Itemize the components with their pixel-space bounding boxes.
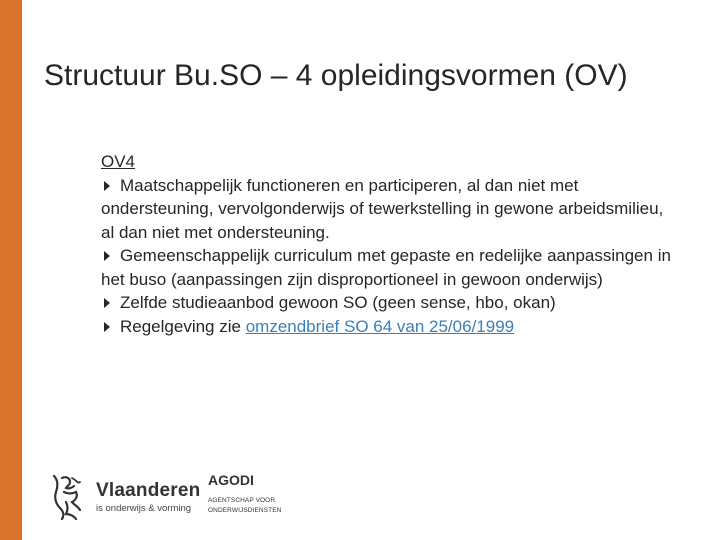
triangle-right-icon [104,251,110,261]
agodi-name: AGODI [208,472,254,488]
triangle-right-icon [104,181,110,191]
bullet-item [101,244,681,291]
triangle-right-icon [104,298,110,308]
bullet-text: Regelgeving zie [120,316,246,336]
bullet-text: Zelfde studieaanbod gewoon SO (geen sense, hbo, okan) [120,293,556,312]
footer-logos [48,464,308,524]
bullet-text: Maatschappelijk functioneren en participeren, al dan niet met ondersteuning, vervolgonderwijs of tewerkstelling in gewone arbeidsmilieu, al dan niet met ondersteuning. [101,175,664,242]
slide-body [101,150,681,338]
slide-title: Structuur Bu.SO – 4 opleidingsvormen (OV) [44,59,628,92]
omzendbrief-link[interactable]: omzendbrief SO 64 van 25/06/1999 [245,316,515,336]
agodi-subtitle [208,496,281,515]
vlaanderen-tagline: is onderwijs & vorming [96,503,192,514]
flemish-lion-icon [48,472,88,520]
agodi-subtitle-line: ONDERWIJSDIENSTEN [208,506,282,514]
agodi-subtitle-line: AGENTSCHAP VOOR [208,497,276,504]
bullet-item [101,174,681,245]
vlaanderen-name: Vlaanderen [96,480,201,501]
bullet-text: Gemeenschappelijk curriculum met gepaste en redelijke aanpassingen in het buso (aanpassingen zijn disproportioneel in gewoon onderwijs) [101,246,671,289]
bullet-item [101,291,681,315]
bullet-item [101,315,681,339]
triangle-right-icon [104,322,110,332]
accent-side-bar [0,0,22,540]
section-heading: OV4 [101,152,136,171]
